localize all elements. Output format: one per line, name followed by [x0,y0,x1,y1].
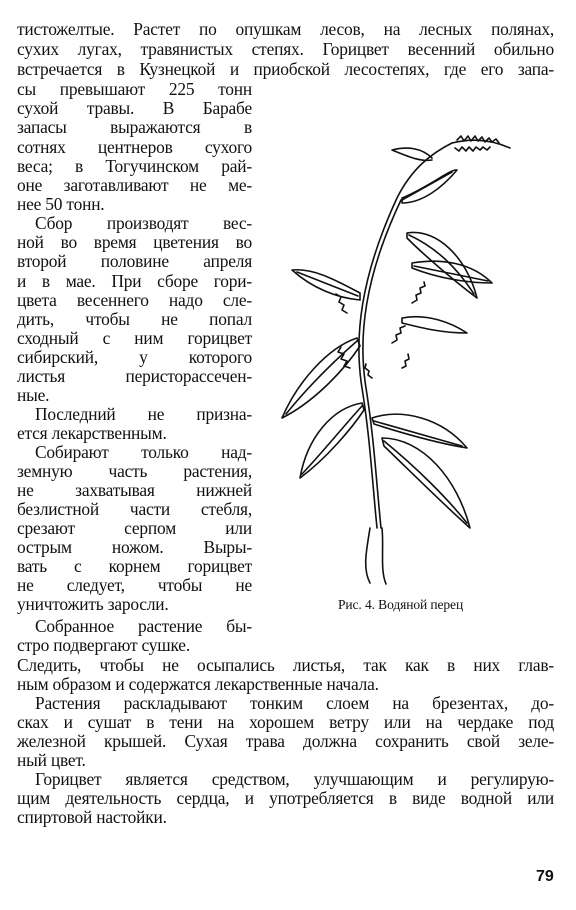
text-line: сотнях центнеров сухого [17,137,252,157]
text-line: Последний не призна- [35,404,252,424]
text-line: тистожелтые. Растет по опушкам лесов, на лесных полянах, [17,19,554,39]
text-line: сы превышают 225 тонн [17,79,252,99]
text-line: ный цвет. [17,750,86,770]
text-line: не захватывая нижней [17,480,252,500]
page-number: 79 [536,868,554,885]
text-line: срезают серпом или [17,518,252,538]
text-line: веса; в Тогучинском рай- [17,156,252,176]
text-line: Горицвет является средством, улучшающим и регулирую- [35,769,554,789]
text-line: встречается в Кузнецкой и приобской лесостепях, где его запа- [17,59,554,79]
text-line: сках и сушат в тени на хорошем ветру или на чердаке под [17,712,554,732]
text-line: запасы выражаются в [17,117,252,137]
text-line: цвета весеннего надо сле- [17,290,252,310]
text-line: Следить, чтобы не осыпались листья, так как в них глав- [17,655,554,675]
text-line: ным образом и содержатся лекарственные начала. [17,674,379,694]
text-line: сходный с ним горицвет [17,328,252,348]
text-line: Собирают только над- [35,442,252,462]
text-line: спиртовой настойки. [17,807,167,827]
text-line: листья перисторассечен- [17,366,252,386]
text-line: уничтожить заросли. [17,594,169,614]
text-line: острым ножом. Выры- [17,537,252,557]
text-line: нее 50 тонн. [17,194,105,214]
text-line: оне заготавливают не ме- [17,175,252,195]
text-line: железной крышей. Сухая трава должна сохранить свой зеле- [17,731,554,751]
text-line: ной во время цветения во [17,232,252,252]
text-line: не следует, чтобы не [17,575,252,595]
text-line: сибирский, у которого [17,347,252,367]
text-line: и в мае. При сборе гори- [17,271,252,291]
text-line: вать с корнем горицвет [17,556,252,576]
text-line: щим деятельность сердца, и употребляется в виде водной или [17,788,554,808]
text-line: сухой травы. В Барабе [17,98,252,118]
text-line: Сбор производят вес- [35,213,252,233]
text-line: безлистной части стебля, [17,499,252,519]
text-line: второй половине апреля [17,251,252,271]
text-line: земную часть растения, [17,461,252,481]
text-line: ные. [17,385,50,405]
text-line: дить, чтобы не попал [17,309,252,329]
text-line: ется лекарственным. [17,423,167,443]
text-line: Растения раскладывают тонким слоем на брезентах, до- [35,693,554,713]
water-pepper-illustration [252,118,524,588]
text-line: сухих лугах, травянистых степях. Горицвет весенний обильно [17,39,554,59]
text-line: стро подвергают сушке. [17,635,190,655]
text-line: Собранное растение бы- [35,616,252,636]
figure-caption: Рис. 4. Водяной перец [338,597,464,612]
